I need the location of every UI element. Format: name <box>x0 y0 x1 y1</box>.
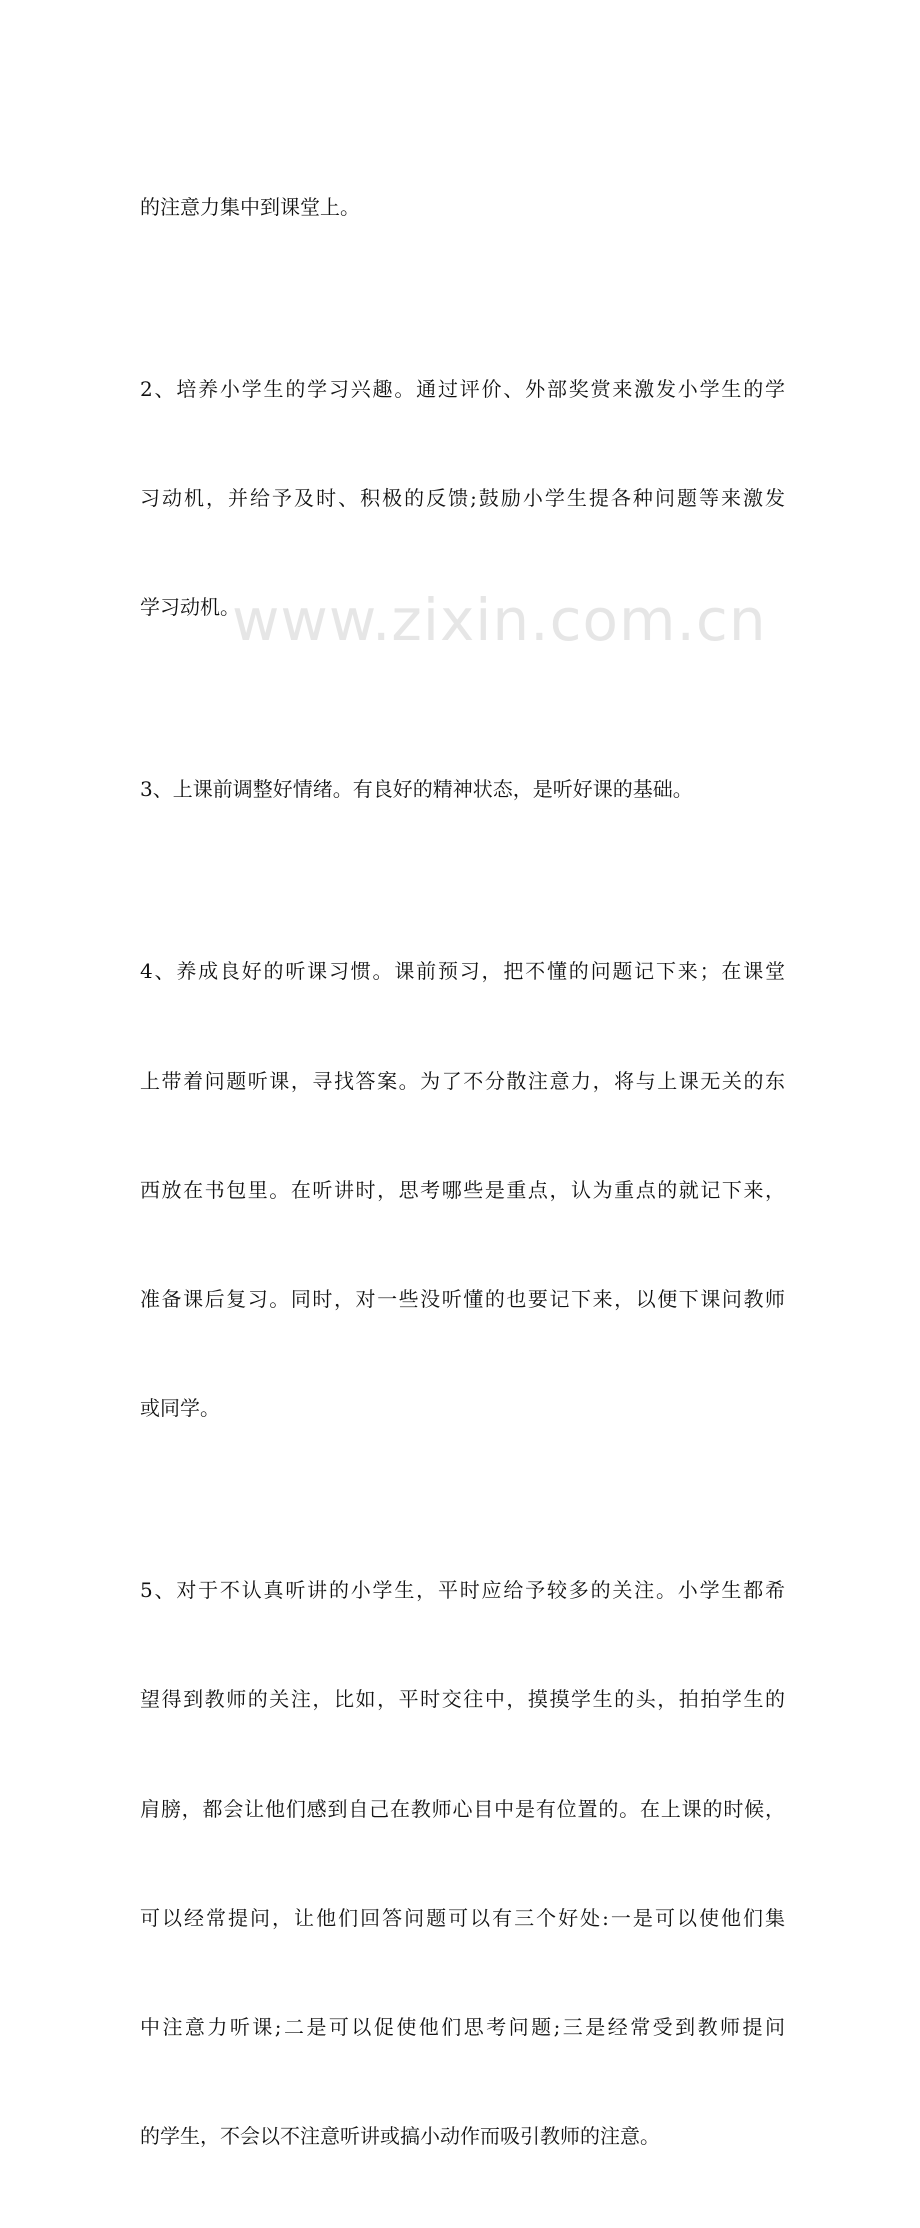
watermark-text: www.zixin.com.cn <box>232 586 767 654</box>
text-line: 3、上课前调整好情绪。有良好的精神状态，是听好课的基础。 <box>140 777 693 802</box>
text-line: 习动机，并给予及时、积极的反馈;鼓励小学生提各种问题等来激发 <box>140 486 785 511</box>
text-line: 的注意力集中到课堂上。 <box>140 194 360 219</box>
paragraph-1 <box>140 116 785 298</box>
text-line: 4、养成良好的听课习惯。课前预习，把不懂的问题记下来；在课堂 <box>140 959 785 984</box>
paragraph-5 <box>140 1499 785 2227</box>
paragraph-3 <box>140 699 785 881</box>
text-line: 西放在书包里。在听讲时，思考哪些是重点，认为重点的就记下来， <box>140 1177 785 1202</box>
text-line: 可以经常提问，让他们回答问题可以有三个好处:一是可以使他们集 <box>140 1905 785 1930</box>
text-line: 望得到教师的关注，比如，平时交往中，摸摸学生的头，拍拍学生的 <box>140 1687 785 1712</box>
text-line: 2、培养小学生的学习兴趣。通过评价、外部奖赏来激发小学生的学 <box>140 376 785 401</box>
text-line: 中注意力听课;二是可以促使他们思考问题;三是经常受到教师提问 <box>140 2015 785 2040</box>
paragraph-2 <box>140 298 785 698</box>
text-line: 上带着问题听课，寻找答案。为了不分散注意力，将与上课无关的东 <box>140 1068 785 1093</box>
paragraph-4 <box>140 881 785 1500</box>
text-line: 准备课后复习。同时，对一些没听懂的也要记下来，以便下课问教师 <box>140 1287 785 1311</box>
document-body <box>140 116 785 2228</box>
text-line: 肩膀，都会让他们感到自己在教师心目中是有位置的。在上课的时候， <box>140 1796 785 1821</box>
text-line: 5、对于不认真听讲的小学生，平时应给予较多的关注。小学生都希 <box>140 1578 785 1603</box>
text-line: 学习动机。 <box>140 595 240 620</box>
text-line: 或同学。 <box>140 1396 220 1421</box>
text-line: 的学生，不会以不注意听讲或搞小动作而吸引教师的注意。 <box>140 2124 660 2149</box>
